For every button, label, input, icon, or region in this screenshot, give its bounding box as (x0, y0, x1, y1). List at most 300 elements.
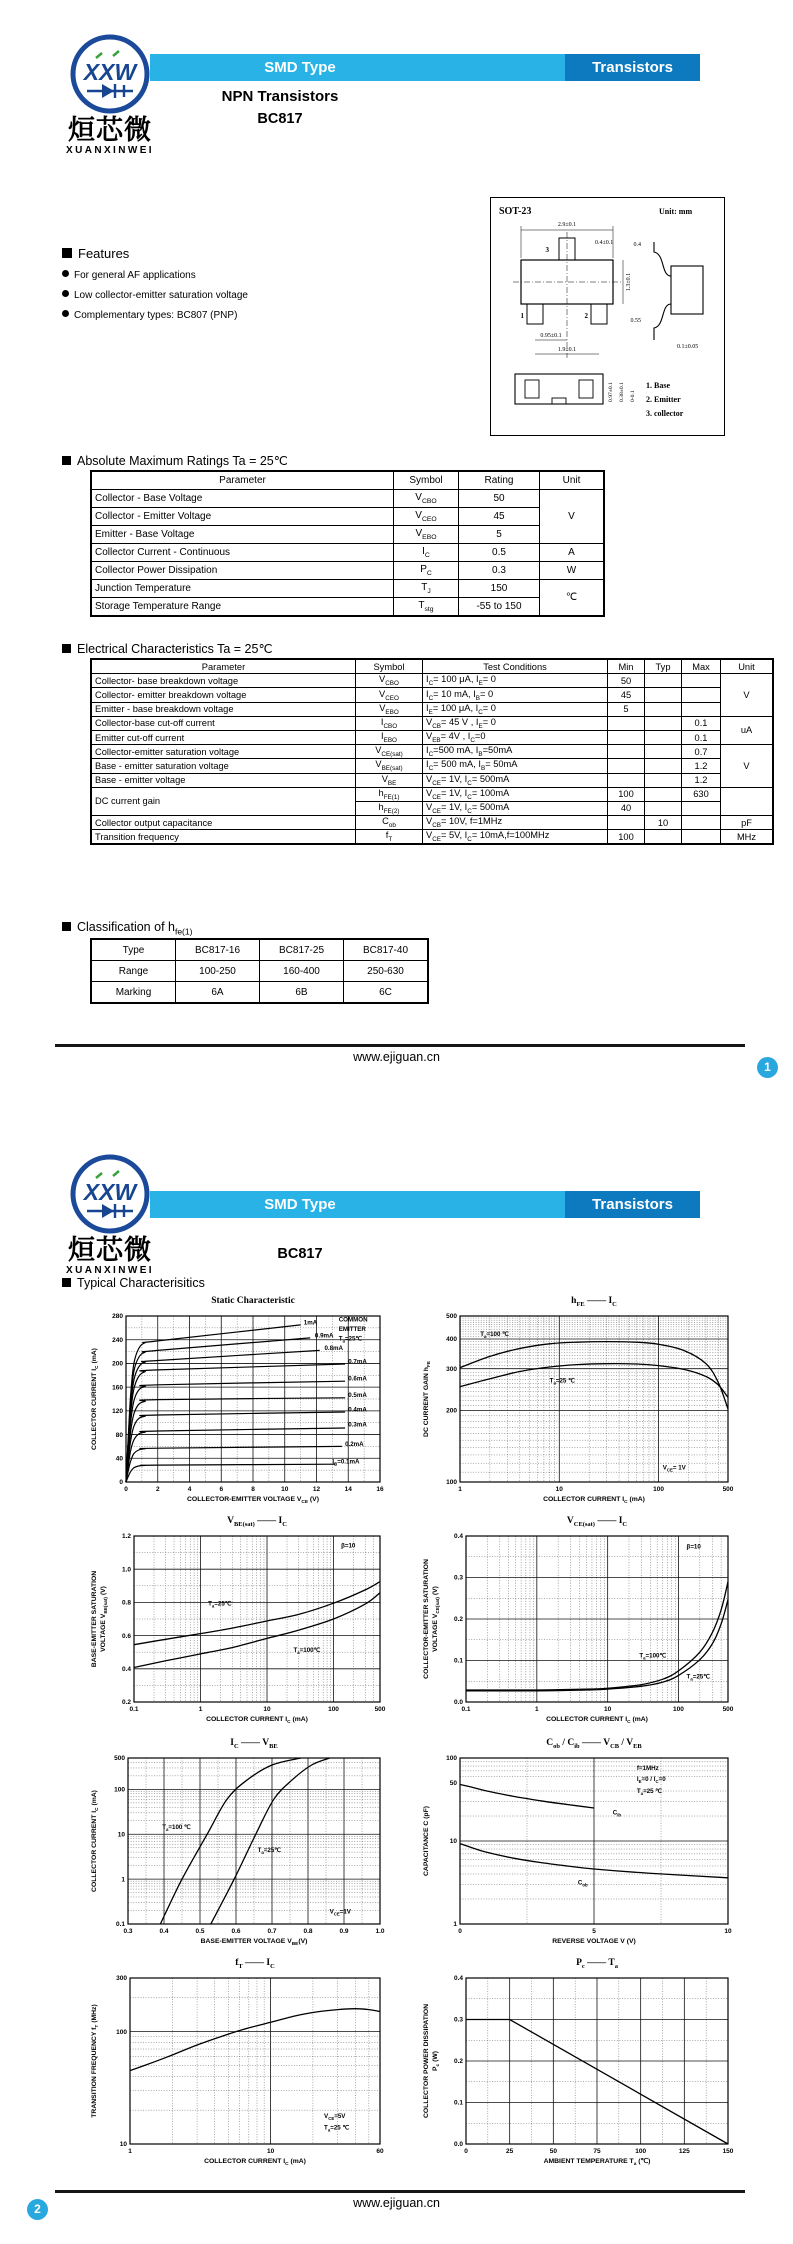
annotation: $T_a=25℃$ (208, 1600, 232, 1609)
abs-max-table (90, 470, 605, 617)
annotation: $I_E=0 / I_C=0$ (636, 1775, 666, 1784)
tick-labels (454, 1975, 734, 2155)
table-cell: Collector - Emitter Voltage (91, 508, 394, 526)
annotation: β=10 (341, 1542, 356, 1550)
svg-text:COLLECTOR-EMITTER SATURATION: COLLECTOR-EMITTER SATURATION (423, 1559, 430, 1679)
chart-title: $C_{ob} / C_{ib}$ —— $V_{CB} / V_{EB}$ (546, 1738, 642, 1750)
pin-numbers (521, 246, 589, 320)
svg-text:0.95±0.1: 0.95±0.1 (540, 333, 562, 339)
svg-text:200: 200 (446, 1407, 457, 1415)
table-cell: Transition frequency (91, 830, 356, 845)
table-cell: $I_{EBO}$ (356, 730, 423, 744)
minor-grid (460, 1316, 728, 1482)
table-cell: $V_{CE}= 1V$, $I_C= 500mA$ (423, 773, 608, 787)
table-cell: Collector output capacitance (91, 816, 356, 830)
annotation: 0.5mA (348, 1392, 367, 1400)
svg-text:10: 10 (604, 1706, 612, 1713)
svg-text:VOLTAGE VBE(sat) (V): VOLTAGE $V_{BE(sat)}$ (V) (100, 1586, 109, 1652)
logo-text: XXW (83, 1179, 137, 1205)
svg-text:0.1: 0.1 (461, 1706, 471, 1713)
bottom-view-dims (608, 382, 636, 402)
table-cell: $V_{CE}= 5V$, $I_C= 10mA,f=100MHz$ (423, 830, 608, 845)
svg-text:1: 1 (520, 312, 524, 320)
table-cell (608, 745, 645, 759)
section-marker (62, 922, 71, 931)
svg-text:0.5: 0.5 (195, 1928, 205, 1935)
curve-Ta=100C (134, 1593, 380, 1668)
table-cell: $V_{CEO}$ (356, 688, 423, 702)
chart-canvas (418, 1971, 742, 2171)
annotation: f=1MHz (636, 1764, 659, 1772)
table-cell: $V_{BE(sat)}$ (356, 759, 423, 773)
svg-text:100: 100 (328, 1706, 339, 1713)
page-title: NPN Transistors (221, 88, 339, 105)
table-cell: $P_C$ (394, 562, 459, 580)
package-drawing (490, 197, 725, 436)
feature-item: Low collector-emitter saturation voltage (62, 290, 392, 301)
svg-text:0.38±0.1: 0.38±0.1 (619, 382, 625, 402)
table-cell (645, 745, 682, 759)
table (90, 938, 429, 1004)
svg-text:100: 100 (446, 1479, 457, 1487)
svg-text:0.3: 0.3 (453, 1574, 463, 1582)
svg-text:6: 6 (219, 1486, 224, 1493)
chart-vce-saturation (418, 1516, 742, 1734)
table-cell: MHz (721, 830, 774, 845)
table-cell: pF (721, 816, 774, 830)
header-bar-left: SMD Type (264, 1196, 336, 1213)
svg-text:0.4: 0.4 (633, 242, 641, 248)
bullet-icon (62, 310, 69, 317)
table-cell: $I_C= 500$ mA, $I_B= 50mA$ (423, 759, 608, 773)
svg-text:COLLECTOR CURRENT IC (mA: COLLECTOR CURRENT $I_C$ (mA) (546, 1716, 648, 1725)
svg-text:0.2: 0.2 (121, 1699, 131, 1707)
table-cell: $T_J$ (394, 580, 459, 598)
svg-text:AMBIENT TEMPERATURE Ta (℃): AMBIENT TEMPERATURE $T_a$ (℃) (543, 2158, 651, 2167)
svg-text:100: 100 (116, 2028, 127, 2036)
chart-title: Static Characteristic (211, 1296, 295, 1306)
svg-text:0.8: 0.8 (121, 1599, 131, 1607)
logo-text: XXW (83, 59, 137, 85)
annotation: $T_a=25℃$ (338, 1335, 363, 1344)
features-section (62, 246, 392, 321)
svg-text:10: 10 (449, 1838, 457, 1846)
svg-text:0.1: 0.1 (453, 1657, 463, 1665)
svg-text:REVERSE VOLTAGE V (V): REVERSE VOLTAGE V (V) (552, 1938, 636, 1945)
curve-IB=0.5mA (126, 1398, 345, 1482)
brand-latin: XUANXINWEI (66, 1265, 154, 1276)
section-typical-characteristics: Typical Characterisitics (62, 1276, 205, 1290)
table-cell: Emitter cut-off current (91, 730, 356, 744)
table-cell (682, 801, 721, 815)
table-cell (645, 730, 682, 744)
table-cell: Type (91, 939, 176, 961)
tick-labels (446, 1755, 732, 1935)
annotation: 0.8mA (324, 1344, 344, 1352)
chart-static-characteristic (86, 1296, 394, 1514)
annotation: $C_{ib}$ (612, 1809, 622, 1818)
annotation: $V_{CE}= 1V$ (662, 1464, 686, 1473)
table-cell: 1.2 (682, 773, 721, 787)
table-cell (608, 816, 645, 830)
footer-url: www.ejiguan.cn (353, 1050, 440, 1064)
section-classification: Classification of $h_{fe(1)}$ (62, 920, 192, 937)
svg-text:0.6: 0.6 (121, 1632, 131, 1640)
svg-text:0.7: 0.7 (267, 1928, 277, 1935)
brand-latin: XUANXINWEI (66, 145, 154, 156)
svg-text:1: 1 (128, 2148, 132, 2155)
svg-text:1: 1 (453, 1921, 457, 1929)
column-header: Typ (645, 659, 682, 674)
section-marker (62, 644, 71, 653)
svg-text:240: 240 (112, 1336, 123, 1344)
column-header: Unit (540, 471, 605, 490)
table-cell (608, 759, 645, 773)
table-cell: $h_{FE(1)}$ (356, 787, 423, 801)
annotation: $T_a=100$ ℃ (480, 1330, 510, 1339)
table-cell: Base - emitter voltage (91, 773, 356, 787)
svg-text:0.55: 0.55 (630, 318, 641, 324)
svg-text:0-0.1: 0-0.1 (630, 390, 636, 402)
table-cell: Range (91, 961, 176, 982)
annotation: $T_a=25$ ℃ (324, 2124, 350, 2133)
table-cell (608, 773, 645, 787)
part-number: BC817 (257, 111, 303, 127)
curve-Ta=25C (211, 1758, 330, 1924)
table-cell: $I_{CBO}$ (356, 716, 423, 730)
table-cell: $h_{FE(2)}$ (356, 801, 423, 815)
svg-text:16: 16 (376, 1486, 384, 1493)
curve-Ta=100C (460, 1342, 728, 1409)
chart-power-dissipation (418, 1958, 742, 2176)
table-cell: $V_{EBO}$ (356, 702, 423, 716)
table-cell: $I_C$ (394, 544, 459, 562)
svg-text:40: 40 (115, 1455, 123, 1463)
side-view (654, 242, 703, 340)
table-cell: $I_C= 100$ μA, $I_E= 0$ (423, 674, 608, 688)
table-cell: 45 (459, 508, 540, 526)
major-grid (460, 1758, 728, 1924)
curve-IB=0.3mA (126, 1428, 345, 1482)
chart-title: $V_{BE(sat)}$ —— $I_C$ (227, 1516, 287, 1528)
page-number-badge: 1 (757, 1057, 778, 1078)
footer-rule (55, 1044, 745, 1047)
table-cell (645, 702, 682, 716)
table-cell: 6B (260, 982, 344, 1004)
chart-canvas (418, 1309, 742, 1509)
svg-text:Pc (W): $P_c$ (W) (432, 2050, 441, 2072)
chart-canvas (86, 1309, 394, 1509)
svg-text:4: 4 (187, 1486, 192, 1493)
curve-IB=0.6mA (126, 1381, 345, 1482)
annotation: $T_a=100℃$ (639, 1652, 667, 1661)
annotation: β=10 (686, 1543, 701, 1551)
column-header: Rating (459, 471, 540, 490)
chart-transition-frequency (86, 1958, 394, 2176)
svg-text:125: 125 (678, 2148, 690, 2155)
curve-Cib (460, 1785, 594, 1809)
header-bar (150, 54, 700, 81)
svg-text:400: 400 (446, 1336, 457, 1344)
svg-text:200: 200 (112, 1360, 123, 1368)
table-cell: V (721, 674, 774, 717)
svg-text:300: 300 (446, 1365, 457, 1373)
major-grid (460, 1316, 728, 1482)
table-cell: $V_{CEO}$ (394, 508, 459, 526)
curve-fT (130, 2009, 380, 2071)
bullet-icon (62, 290, 69, 297)
svg-text:0.3: 0.3 (453, 2016, 463, 2024)
chart-capacitance (418, 1738, 742, 1956)
svg-text:0.1: 0.1 (115, 1921, 125, 1929)
svg-text:COLLECTOR-EMITTER VOLTAGE V: COLLECTOR-EMITTER VOLTAGE $V_{CE}$ (V) (187, 1496, 319, 1505)
chart-title: $V_{CE(sat)}$ —— $I_C$ (566, 1516, 628, 1528)
table-cell: -55 to 150 (459, 598, 540, 617)
table-cell (645, 759, 682, 773)
svg-text:300: 300 (116, 1975, 127, 1983)
table-cell: 5 (608, 702, 645, 716)
svg-text:COLLECTOR CURRENT IC (mA: COLLECTOR CURRENT $I_C$ (mA) (206, 1716, 308, 1725)
annotation: $T_a=100℃$ (293, 1647, 321, 1656)
package-name: SOT-23 (499, 206, 532, 217)
package-unit: Unit: mm (659, 207, 693, 216)
svg-text:0.8: 0.8 (303, 1928, 313, 1935)
svg-text:0.4±0.1: 0.4±0.1 (595, 240, 614, 246)
table-cell (608, 730, 645, 744)
table-cell: BC817-25 (260, 939, 344, 961)
table-cell: Emitter - base breakdown voltage (91, 702, 356, 716)
column-header: Parameter (91, 471, 394, 490)
table-cell: Junction Temperature (91, 580, 394, 598)
svg-text:1. Base: 1. Base (646, 381, 670, 390)
table-cell: V (721, 745, 774, 788)
section-marker (62, 1278, 71, 1287)
annotation: $V_{CE}=1V$ (329, 1908, 351, 1917)
chart-vbe-saturation (86, 1516, 394, 1734)
svg-text:75: 75 (593, 2148, 601, 2155)
annotation: 0.6mA (348, 1375, 367, 1383)
table-cell: $V_{CBO}$ (356, 674, 423, 688)
table-cell (682, 702, 721, 716)
table-cell: 150 (459, 580, 540, 598)
annotation: $I_B=0.1mA$ (332, 1458, 360, 1467)
svg-text:500: 500 (114, 1755, 125, 1763)
svg-text:VOLTAGE VCE(sat) (V): VOLTAGE $V_{CE(sat)}$ (V) (432, 1586, 441, 1652)
table-cell (682, 674, 721, 688)
chart-title: $h_{FE}$ —— $I_C$ (571, 1296, 617, 1308)
table-cell: 160-400 (260, 961, 344, 982)
table-cell: Marking (91, 982, 176, 1004)
table-cell: ℃ (540, 580, 605, 617)
table-cell: 10 (645, 816, 682, 830)
table-cell: $V_{EB}= 4V$ , $I_C=0$ (423, 730, 608, 744)
table-cell: Collector Power Dissipation (91, 562, 394, 580)
chart-canvas (86, 1751, 394, 1951)
annotation: $T_a=25$ ℃ (636, 1787, 663, 1796)
svg-text:12: 12 (312, 1486, 321, 1493)
svg-text:0.4: 0.4 (453, 1533, 463, 1541)
annotation: $T_a=100$ ℃ (162, 1824, 192, 1833)
svg-text:0.2: 0.2 (453, 1616, 463, 1624)
pin-legend (646, 381, 684, 418)
svg-text:150: 150 (722, 2148, 734, 2155)
svg-text:5: 5 (592, 1928, 596, 1935)
top-view-dims (540, 222, 632, 353)
part-number: BC817 (277, 1246, 323, 1262)
annotation: $T_a=25℃$ (257, 1847, 282, 1856)
svg-text:10: 10 (724, 1928, 732, 1935)
table-cell: $V_{CE(sat)}$ (356, 745, 423, 759)
table-cell: 0.5 (459, 544, 540, 562)
svg-text:10: 10 (281, 1486, 289, 1493)
table-cell (682, 688, 721, 702)
svg-text:280: 280 (112, 1313, 123, 1321)
svg-text:0: 0 (124, 1486, 128, 1493)
side-view-dims (631, 242, 699, 350)
svg-text:500: 500 (446, 1313, 457, 1321)
column-header: Symbol (394, 471, 459, 490)
chart-canvas (418, 1751, 742, 1951)
page-number-badge: 2 (27, 2199, 48, 2220)
svg-text:100: 100 (673, 1706, 684, 1713)
table-cell: 100-250 (176, 961, 260, 982)
annotation: EMITTER (338, 1325, 366, 1333)
svg-text:0.2: 0.2 (453, 2058, 463, 2066)
header-bar-right: Transistors (565, 1191, 700, 1218)
table-cell: $T_{stg}$ (394, 598, 459, 617)
table-cell: Collector-emitter saturation voltage (91, 745, 356, 759)
table-cell: $V_{CB}= 45$ V , $I_E= 0$ (423, 716, 608, 730)
column-header: Symbol (356, 659, 423, 674)
table-cell: Collector Current - Continuous (91, 544, 394, 562)
table-cell: 50 (459, 490, 540, 508)
table-cell: $V_{EBO}$ (394, 526, 459, 544)
svg-text:80: 80 (115, 1431, 123, 1439)
svg-text:1: 1 (198, 1706, 203, 1713)
table-cell: 50 (608, 674, 645, 688)
svg-text:500: 500 (374, 1706, 386, 1713)
section-abs-max: Absolute Maximum Ratings Ta = 25℃ (62, 453, 288, 468)
svg-text:10: 10 (263, 1706, 271, 1713)
annotation: 0.7mA (348, 1358, 367, 1366)
chart-canvas (418, 1529, 742, 1729)
column-header: Parameter (91, 659, 356, 674)
table-cell (608, 716, 645, 730)
table-cell (645, 688, 682, 702)
svg-text:COLLECTOR POWER DISSIPATION: COLLECTOR POWER DISSIPATION (423, 2003, 430, 2119)
table-cell (645, 716, 682, 730)
section-marker (62, 456, 71, 465)
svg-text:0: 0 (119, 1479, 123, 1487)
table (90, 658, 774, 845)
table-cell: 0.1 (682, 730, 721, 744)
table-cell: $f_T$ (356, 830, 423, 845)
table-cell: $I_C=500$ mA, $I_B=50mA$ (423, 745, 608, 759)
svg-text:60: 60 (376, 2148, 384, 2155)
feature-item: Complementary types: BC807 (PNP) (62, 310, 392, 321)
header-bar (150, 1191, 700, 1218)
footer-url: www.ejiguan.cn (353, 2196, 440, 2210)
svg-text:500: 500 (722, 1486, 734, 1493)
svg-text:0.0: 0.0 (453, 2141, 463, 2149)
svg-text:0: 0 (464, 2148, 468, 2155)
svg-text:500: 500 (722, 1706, 734, 1713)
feature-item: For general AF applications (62, 270, 392, 281)
table-cell: uA (721, 716, 774, 744)
svg-text:0.97±0.1: 0.97±0.1 (608, 382, 614, 402)
table-cell: 630 (682, 787, 721, 801)
header-bar-right: Transistors (565, 54, 700, 81)
svg-text:0.4: 0.4 (453, 1975, 463, 1983)
annotation: 0.9mA (314, 1332, 334, 1340)
table-cell: 0.3 (459, 562, 540, 580)
svg-text:10: 10 (117, 1831, 125, 1839)
table-cell: Collector-base cut-off current (91, 716, 356, 730)
annotation: $T_a=25℃$ (686, 1673, 711, 1682)
table-cell: $V_{CBO}$ (394, 490, 459, 508)
svg-text:BASE-EMITTER SATURATION: BASE-EMITTER SATURATION (91, 1570, 98, 1668)
svg-text:1: 1 (458, 1486, 462, 1493)
brand-chinese: 烜芯微 (68, 1235, 152, 1265)
svg-text:10: 10 (555, 1486, 563, 1493)
svg-text:1: 1 (535, 1706, 539, 1713)
svg-text:1.9±0.1: 1.9±0.1 (557, 347, 577, 353)
chart-title: $P_c$ —— $T_a$ (576, 1958, 618, 1970)
svg-text:DC CURRENT GAIN hFE: DC CURRENT GAIN $h_{FE}$ (423, 1361, 432, 1437)
major-grid (466, 1978, 728, 2144)
svg-text:1.2: 1.2 (121, 1533, 131, 1541)
svg-text:COLLECTOR CURRENT IC (mA: COLLECTOR CURRENT $I_C$ (mA) (543, 1496, 645, 1505)
svg-text:1.0: 1.0 (121, 1566, 131, 1574)
svg-text:2: 2 (584, 312, 588, 320)
table-cell: Collector- emitter breakdown voltage (91, 688, 356, 702)
annotation: $C_{ob}$ (577, 1879, 588, 1888)
brand-logo-mark (69, 1153, 151, 1235)
table-cell: 0.7 (682, 745, 721, 759)
svg-text:2: 2 (155, 1486, 160, 1493)
table-cell (682, 816, 721, 830)
svg-text:COLLECTOR CURRENT IC (mA): COLLECTOR CURRENT $I_C$ (mA) (91, 1790, 100, 1892)
table-cell: W (540, 562, 605, 580)
header-bar-left: SMD Type (264, 59, 336, 76)
svg-text:0.0: 0.0 (453, 1699, 463, 1707)
table-cell: 6C (344, 982, 429, 1004)
column-header: Test Conditions (423, 659, 608, 674)
table-cell: 0.1 (682, 716, 721, 730)
brand-chinese: 烜芯微 (68, 115, 152, 145)
bottom-view (515, 374, 603, 404)
annotation: 0.4mA (348, 1406, 367, 1414)
table-cell: 1.2 (682, 759, 721, 773)
svg-text:8: 8 (251, 1486, 255, 1493)
svg-text:COLLECTOR CURRENT IC (mA: COLLECTOR CURRENT $I_C$ (mA) (91, 1348, 100, 1450)
svg-text:CAPACITANCE C (pF): CAPACITANCE C (pF) (423, 1806, 430, 1876)
chart-ic-vs-vbe (86, 1738, 394, 1956)
table-cell: BC817-40 (344, 939, 429, 961)
table-cell: $V_{CE}= 1V$, $I_C= 100mA$ (423, 787, 608, 801)
package-drawing-svg (491, 198, 724, 435)
svg-text:2. Emitter: 2. Emitter (646, 395, 681, 404)
tick-labels (454, 1533, 734, 1713)
table-cell (645, 773, 682, 787)
minor-grid (134, 1536, 380, 1702)
chart-title: $f_T$ —— $I_C$ (235, 1958, 275, 1970)
svg-text:50: 50 (449, 1780, 457, 1788)
svg-text:TRANSITION FREQUENCY fT (: TRANSITION FREQUENCY $f_T$ (MHz) (91, 2004, 100, 2118)
svg-text:10: 10 (119, 2141, 127, 2149)
electrical-characteristics-table (90, 658, 774, 845)
table-cell: Emitter - Base Voltage (91, 526, 394, 544)
